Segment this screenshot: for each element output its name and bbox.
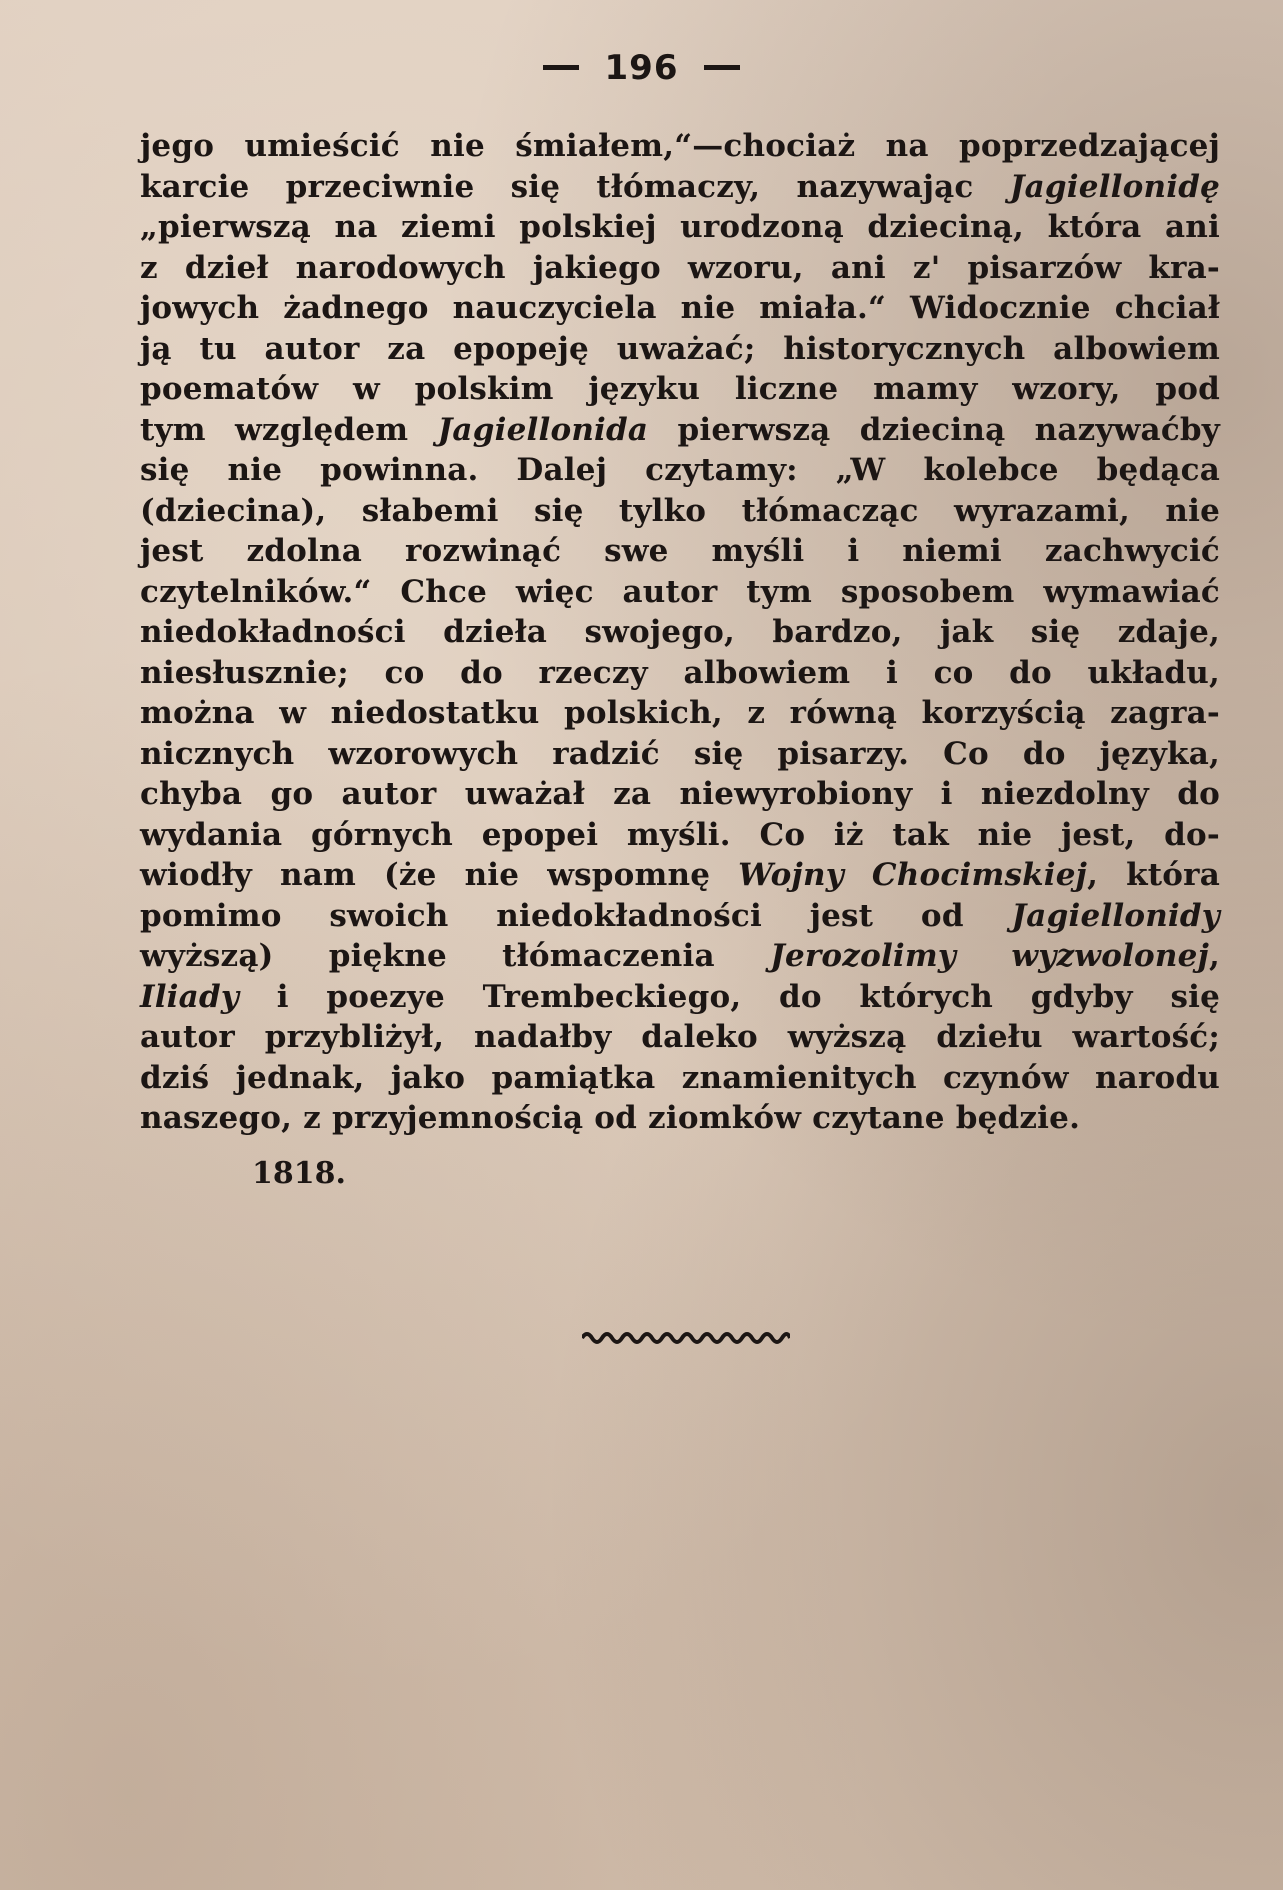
text-segment: , która [1087, 857, 1220, 893]
text-line [140, 1058, 1220, 1099]
text-line [140, 167, 1220, 208]
text-segment: pomimo swoich niedokładności jest od [140, 897, 1012, 934]
text-line [140, 288, 1220, 329]
italic-title: Jagiellonidę [1009, 168, 1220, 205]
text-segment: chyba go autor uważał za niewyrobiony i niezdolny do [140, 776, 1220, 812]
italic-title: Iliady [140, 978, 240, 1015]
text-line [140, 653, 1220, 694]
text-line [140, 126, 1220, 167]
text-segment: wyższą) piękne tłómaczenia [140, 938, 771, 974]
text-segment: (dziecina), słabemi się tylko tłómacząc wyrazami, nie [140, 492, 1220, 529]
text-line [140, 491, 1220, 532]
text-segment: wydania górnych epopei myśli. Co iż tak nie jest, do- [140, 816, 1220, 853]
text-segment: jego umieścić nie śmiałem,“—chociaż na poprzedzającej [140, 128, 1220, 164]
ornament-divider [582, 1328, 790, 1348]
text-segment: wiodły nam (że nie wspomnę [140, 857, 739, 893]
text-segment: tym względem [140, 411, 438, 448]
text-line [140, 1098, 1220, 1139]
text-line [140, 977, 1220, 1018]
text-segment: pierwszą dzieciną nazywaćby [648, 411, 1221, 448]
text-segment: autor przybliżył, nadałby daleko wyższą dziełu wartość; [140, 1019, 1220, 1055]
italic-title: Wojny Chocimskiej [738, 857, 1088, 893]
text-segment: i poezye Trembeckiego, do których gdyby się [239, 978, 1220, 1015]
text-line [140, 734, 1220, 775]
text-segment: ją tu autor za epopeję uważać; historycznych albowiem [140, 330, 1220, 367]
text-line [140, 572, 1220, 613]
text-segment: jest zdolna rozwinąć swe myśli i niemi zachwycić [140, 533, 1220, 569]
text-line [140, 369, 1220, 410]
italic-title: Jagiellonidy [1011, 897, 1220, 934]
text-segment: poematów w polskim języku liczne mamy wzory, pod [140, 371, 1220, 407]
page-header [0, 48, 1283, 88]
text-line [140, 410, 1220, 451]
text-segment: z dzieł narodowych jakiego wzoru, ani z' pisarzów kra- [140, 249, 1220, 286]
text-line [140, 207, 1220, 248]
text-segment: , [1209, 938, 1220, 974]
text-segment: karcie przeciwnie się tłómaczy, nazywając [140, 168, 1010, 205]
text-line [140, 450, 1220, 491]
text-line [140, 774, 1220, 815]
text-segment: niedokładności dzieła swojego, bardzo, jak się zdaje, [140, 614, 1220, 650]
italic-title: Jagiellonida [437, 411, 649, 448]
text-line [140, 612, 1220, 653]
text-line [140, 896, 1220, 937]
text-line [140, 531, 1220, 572]
body-text [140, 126, 1220, 1139]
date-signature: 1818. [252, 1156, 346, 1191]
text-line [140, 248, 1220, 289]
page-number: 196 [604, 48, 679, 88]
text-line [140, 329, 1220, 370]
text-segment: można w niedostatku polskich, z równą korzyścią zagra- [140, 695, 1220, 731]
text-segment: „pierwszą na ziemi polskiej urodzoną dzieciną, która ani [140, 209, 1220, 245]
text-segment: naszego, z przyjemnością od ziomków czytane będzie. [140, 1100, 1081, 1136]
header-dash-left [543, 65, 579, 70]
header-dash-right [704, 65, 740, 70]
text-line [140, 936, 1220, 977]
text-segment: niesłusznie; co do rzeczy albowiem i co do układu, [140, 654, 1220, 691]
text-line [140, 1017, 1220, 1058]
text-line [140, 815, 1220, 856]
italic-title: Jerozolimy wyzwolonej [770, 938, 1209, 974]
text-segment: czytelników.“ Chce więc autor tym sposobem wymawiać [140, 573, 1220, 610]
text-segment: nicznych wzorowych radzić się pisarzy. Co do języka, [140, 735, 1220, 772]
text-segment: się nie powinna. Dalej czytamy: „W kolebce będąca [140, 452, 1220, 488]
text-segment: jowych żadnego nauczyciela nie miała.“ Widocznie chciał [140, 290, 1220, 326]
text-line [140, 693, 1220, 734]
text-segment: dziś jednak, jako pamiątka znamienitych czynów narodu [140, 1059, 1220, 1096]
text-line [140, 855, 1220, 896]
